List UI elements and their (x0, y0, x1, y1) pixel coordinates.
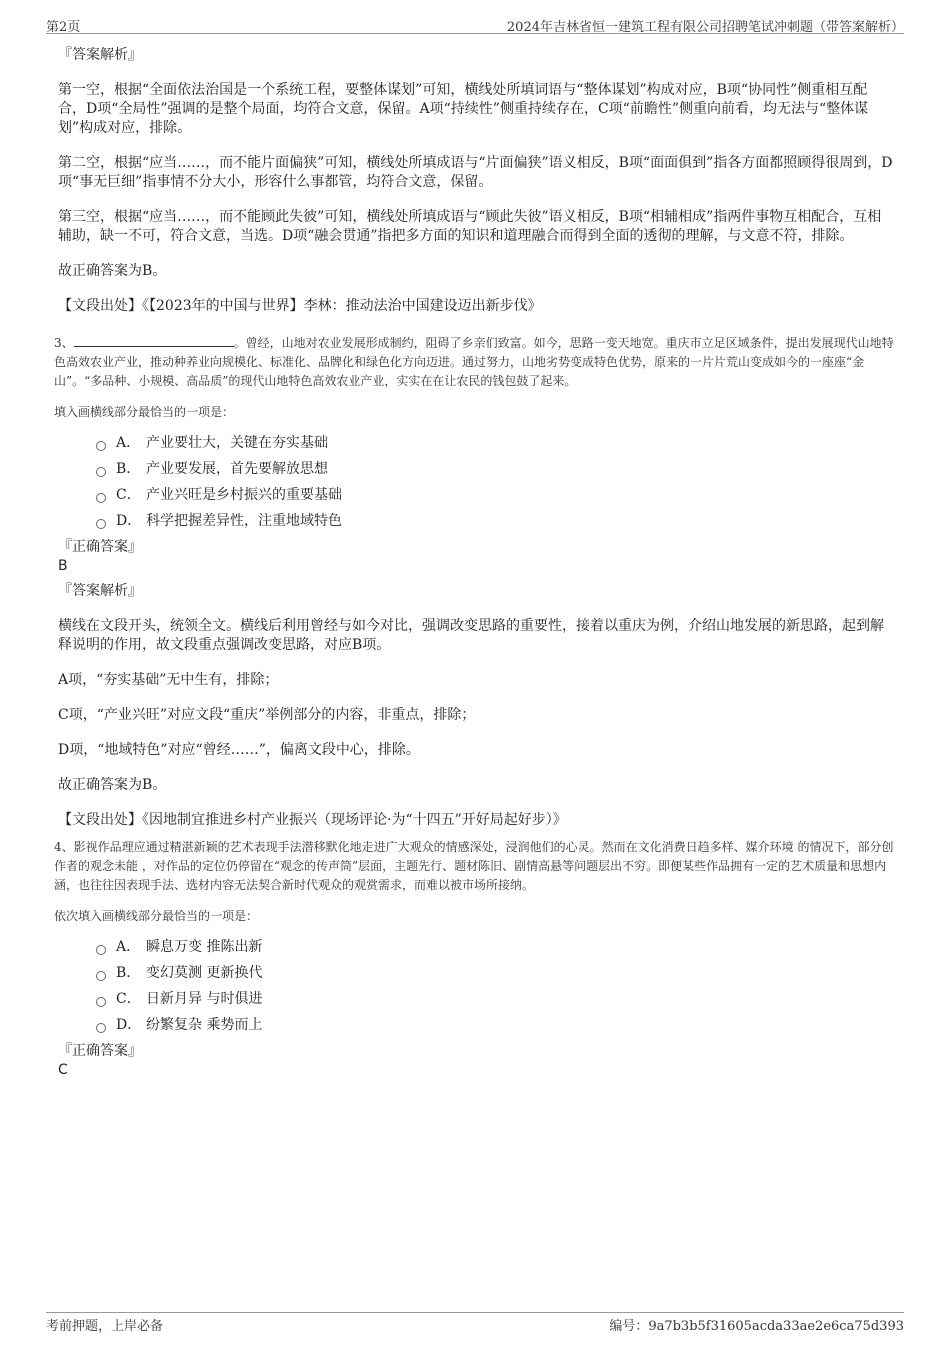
q3-analysis-p1: 横线在文段开头，统领全文。横线后利用曾经与如今对比，强调改变思路的重要性，接着以重庆为例，介绍山地发展的新思路，起到解释说明的作用，故文段重点强调改变思路，对应B项。 (58, 618, 884, 653)
radio-icon[interactable] (96, 997, 106, 1007)
radio-icon[interactable] (96, 1023, 106, 1033)
radio-icon[interactable] (96, 971, 106, 981)
q4-option-a[interactable]: A． 瞬息万变 推陈出新 (96, 938, 894, 957)
q3-number: 3、 (54, 336, 74, 350)
q3-prompt: 填入画横线部分最恰当的一项是： (54, 405, 235, 419)
q3-analysis-label: 『答案解析』 (58, 583, 142, 599)
page-number: 第2页 (46, 20, 81, 35)
q3-option-b[interactable]: B． 产业要发展，首先要解放思想 (96, 460, 894, 479)
radio-icon[interactable] (96, 467, 106, 477)
q4-option-d[interactable]: D． 纷繁复杂 乘势而上 (96, 1016, 894, 1035)
q3-analysis-c: C项，“产业兴旺”对应文段“重庆”举例部分的内容，非重点，排除； (58, 707, 476, 723)
q3-blank (74, 335, 234, 347)
q2-source: 【文段出处】《【2023年的中国与世界】李林：推动法治中国建设迈出新步伐》 (58, 298, 542, 314)
q3-text: 。曾经，山地对农业发展形成制约，阻碍了乡亲们致富。如今，思路一变天地宽。重庆市立足区域条件，提出发展现代山地特色高效农业产业，推动种养业向规模化、标准化、品牌化和绿色化方向迈进。通过努力，山地劣势变成特色优势，原来的一片片荒山变成如今的一座座“金山”。“多品种、小规模、高品质”的现代山地特色高效农业产业，实实在在让农民的钱包鼓了起来。 (54, 336, 894, 388)
q3-answer: B (58, 558, 68, 574)
radio-icon[interactable] (96, 441, 106, 451)
q3-analysis-d: D项，“地域特色”对应“曾经……”，偏离文段中心，排除。 (58, 742, 420, 758)
q2-analysis-label: 『答案解析』 (58, 47, 142, 63)
q4-answer-label: 『正确答案』 (58, 1043, 142, 1059)
q3-option-c[interactable]: C． 产业兴旺是乡村振兴的重要基础 (96, 486, 894, 505)
q3-answer-label: 『正确答案』 (58, 539, 142, 555)
q4-options (96, 938, 894, 1035)
q2-analysis-p1: 第一空，根据“全面依法治国是一个系统工程，要整体谋划”可知，横线处所填词语与“整体谋划”构成对应，B项“协同性”侧重相互配合，D项“全局性”强调的是整个局面，均符合文意，保留。A项“持续性”侧重持续存在，C项“前瞻性”侧重向前看，均无法与“整体谋划”构成对应，排除。 (58, 82, 869, 136)
q2-conclusion: 故正确答案为B。 (58, 263, 167, 279)
q3-source: 【文段出处】《因地制宜推进乡村产业振兴（现场评论·为“十四五”开好局起好步）》 (58, 812, 567, 828)
radio-icon[interactable] (96, 493, 106, 503)
q4-prompt: 依次填入画横线部分最恰当的一项是： (54, 909, 259, 923)
q4-question: 4、影视作品理应通过精湛新颖的艺术表现手法潜移默化地走进广大观众的情感深处，浸润他们的心灵。然而在文化消费日趋多样、媒介环境 的情况下，部分创作者的观念未能 ，对作品的定位仍停留在“观念的传声筒”层面，主题先行、题材陈旧、剧情高悬等问题层出不穷。即便某些作品拥有一定的艺术质量和思想内涵，也往往因表现手法、选材内容无法契合新时代观众的观赏需求，而难以被市场所接纳。 (54, 840, 894, 892)
q3-options (96, 434, 894, 531)
q3-option-a[interactable]: A． 产业要壮大，关键在夯实基础 (96, 434, 894, 453)
main-content (54, 46, 894, 1086)
footer-serial: 编号：9a7b3b5f31605acda33ae2e6ca75d393 (609, 1319, 904, 1334)
q4-option-c[interactable]: C． 日新月异 与时俱进 (96, 990, 894, 1009)
q3-option-d[interactable]: D． 科学把握差异性，注重地域特色 (96, 512, 894, 531)
document-title: 2024年吉林省恒一建筑工程有限公司招聘笔试冲刺题（带答案解析） (506, 20, 904, 35)
radio-icon[interactable] (96, 519, 106, 529)
page-footer (46, 1312, 904, 1334)
q3-analysis-a: A项，“夯实基础”无中生有，排除； (58, 672, 279, 688)
q3-question (54, 334, 898, 391)
q3-conclusion: 故正确答案为B。 (58, 777, 167, 793)
page-header (46, 14, 904, 34)
q2-analysis-p3: 第三空，根据“应当……，而不能顾此失彼”可知，横线处所填成语与“顾此失彼”语义相反，B项“相辅相成”指两件事物互相配合，互相辅助，缺一不可，符合文意，当选。D项“融会贯通”指把多方面的知识和道理融合而得到全面的透彻的理解，与文意不符，排除。 (58, 209, 882, 244)
footer-slogan: 考前押题，上岸必备 (46, 1319, 164, 1334)
q4-option-b[interactable]: B． 变幻莫测 更新换代 (96, 964, 894, 983)
radio-icon[interactable] (96, 945, 106, 955)
q4-answer: C (58, 1062, 68, 1078)
q2-analysis-p2: 第二空，根据“应当……，而不能片面偏狭”可知，横线处所填成语与“片面偏狭”语义相反，B项“面面俱到”指各方面都照顾得很周到，D项“事无巨细”指事情不分大小，形容什么事都管，均符合文意，保留。 (58, 155, 893, 190)
